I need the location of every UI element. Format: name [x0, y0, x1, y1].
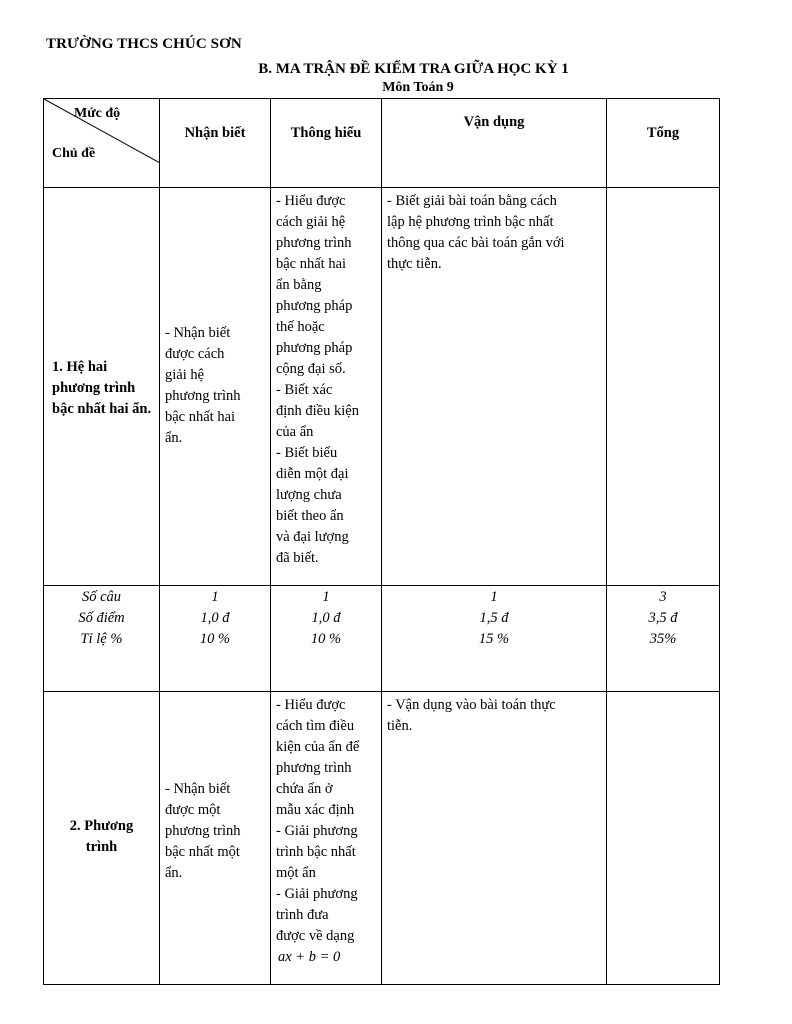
text-line: cộng đại số.	[276, 361, 346, 377]
subject-title-text: Môn Toán 9	[382, 80, 454, 95]
stat-value: 3	[659, 589, 667, 605]
table-row-topic-2	[44, 692, 720, 985]
document-title	[0, 61, 792, 78]
stat-value: 1,5 đ	[479, 610, 509, 626]
text-line: cách giải hệ	[276, 214, 346, 230]
table-row-topic-1	[44, 188, 720, 586]
text-line: được cách	[165, 346, 225, 362]
text-line: lượng chưa	[276, 487, 342, 503]
text-line: bậc nhất hai	[276, 256, 347, 272]
text-line: biết theo ẩn	[276, 508, 344, 524]
stats-labels-cell	[44, 586, 160, 692]
column-header-thong-hieu: Thông hiểu	[271, 99, 382, 188]
stat-label-so-diem: Số điểm	[78, 610, 125, 626]
table-row-stats	[44, 586, 720, 692]
stats-tong-cell	[607, 586, 720, 692]
stat-value: 1	[322, 589, 330, 605]
text-line: ẩn bằng	[276, 277, 322, 293]
topic-1-nhan-biet-cell	[160, 188, 271, 586]
text-line: thực tiễn.	[387, 256, 442, 272]
stat-value: 10 %	[310, 631, 342, 647]
subject-title	[0, 80, 792, 96]
text-line: định điều kiện	[276, 403, 359, 419]
stat-value: 3,5 đ	[648, 610, 678, 626]
text-line: - Vận dụng vào bài toán thực	[387, 697, 556, 713]
text-line: phương trình	[165, 388, 241, 404]
stat-value: 35%	[649, 631, 677, 647]
topic-2-thong-hieu-cell	[271, 692, 382, 985]
text-line: bậc nhất hai	[165, 409, 236, 425]
text-line: được một	[165, 802, 221, 818]
stat-value: 1	[211, 589, 219, 605]
text-line: - Biết biểu	[276, 445, 338, 461]
text-line: đã biết.	[276, 550, 319, 566]
stat-value: 1,0 đ	[200, 610, 230, 626]
text-line: được về dạng	[276, 928, 355, 944]
text-line: và đại lượng	[276, 529, 349, 545]
text-line: phương trình	[165, 823, 241, 839]
school-name: TRƯỜNG THCS CHÚC SƠN	[46, 36, 242, 52]
column-header-nhan-biet: Nhận biết	[160, 99, 271, 188]
stats-thong-hieu-cell	[271, 586, 382, 692]
column-header-van-dung: Vận dụng	[382, 99, 607, 188]
topic-1-van-dung-cell	[382, 188, 607, 586]
text-line: mẫu xác định	[276, 802, 355, 818]
topic-1-thong-hieu-cell	[271, 188, 382, 586]
text-line: - Giải phương	[276, 823, 358, 839]
text-line: phương trình	[276, 235, 352, 251]
topic-header-label: Chủ đề	[52, 146, 96, 161]
level-header-label: Mức độ	[74, 106, 121, 121]
topic-1-name-cell	[44, 188, 160, 586]
text-line: chứa ẩn ở	[276, 781, 333, 797]
stat-value: 15 %	[478, 631, 510, 647]
stats-van-dung-cell	[382, 586, 607, 692]
table-header-row	[44, 99, 720, 188]
document-title-text: B. MA TRẬN ĐỀ KIỂM TRA GIỮA HỌC KỲ 1	[258, 61, 569, 77]
text-line: thế hoặc	[276, 319, 325, 335]
topic-1-name: 1. Hệ hai phương trình bậc nhất hai ẩn.	[52, 358, 152, 417]
text-line: phương trình	[276, 760, 352, 776]
text-line: - Giải phương	[276, 886, 358, 902]
text-line: giải hệ	[165, 367, 205, 383]
text-line: tiễn.	[387, 718, 413, 734]
text-line: của ẩn	[276, 424, 314, 440]
text-line: một ẩn	[276, 865, 316, 881]
formula: ax + b = 0	[278, 949, 341, 965]
corner-header-cell	[44, 99, 160, 188]
stat-value: 1,0 đ	[311, 610, 341, 626]
column-header-tong: Tổng	[607, 99, 720, 188]
text-line: - Hiểu được	[276, 697, 346, 713]
topic-1-tong-cell	[607, 188, 720, 586]
text-line: ẩn.	[165, 865, 183, 881]
stats-nhan-biet-cell	[160, 586, 271, 692]
text-line: phương pháp	[276, 298, 353, 314]
text-line: trình đưa	[276, 907, 329, 923]
text-line: diễn một đại	[276, 466, 349, 482]
text-line: thông qua các bài toán gắn với	[387, 235, 565, 251]
text-line: kiện của ẩn để	[276, 739, 360, 755]
topic-2-name: 2. Phương trình	[69, 817, 134, 855]
text-line: - Biết giải bài toán bằng cách	[387, 193, 557, 209]
stat-value: 10 %	[199, 631, 231, 647]
topic-2-nhan-biet-cell	[160, 692, 271, 985]
topic-2-tong-cell	[607, 692, 720, 985]
text-line: bậc nhất một	[165, 844, 240, 860]
stat-value: 1	[490, 589, 498, 605]
text-line: - Nhận biết	[165, 781, 231, 797]
topic-2-name-cell	[44, 692, 160, 985]
text-line: - Nhận biết	[165, 325, 231, 341]
text-line: - Biết xác	[276, 382, 333, 398]
stat-label-so-cau: Số câu	[81, 589, 122, 605]
text-line: ẩn.	[165, 430, 183, 446]
text-line: lập hệ phương trình bậc nhất	[387, 214, 554, 230]
text-line: trình bậc nhất	[276, 844, 356, 860]
topic-2-van-dung-cell	[382, 692, 607, 985]
text-line: cách tìm điều	[276, 718, 355, 734]
exam-matrix-table	[43, 98, 720, 985]
text-line: - Hiểu được	[276, 193, 346, 209]
stat-label-ti-le: Tỉ lệ %	[80, 631, 123, 647]
text-line: phương pháp	[276, 340, 353, 356]
